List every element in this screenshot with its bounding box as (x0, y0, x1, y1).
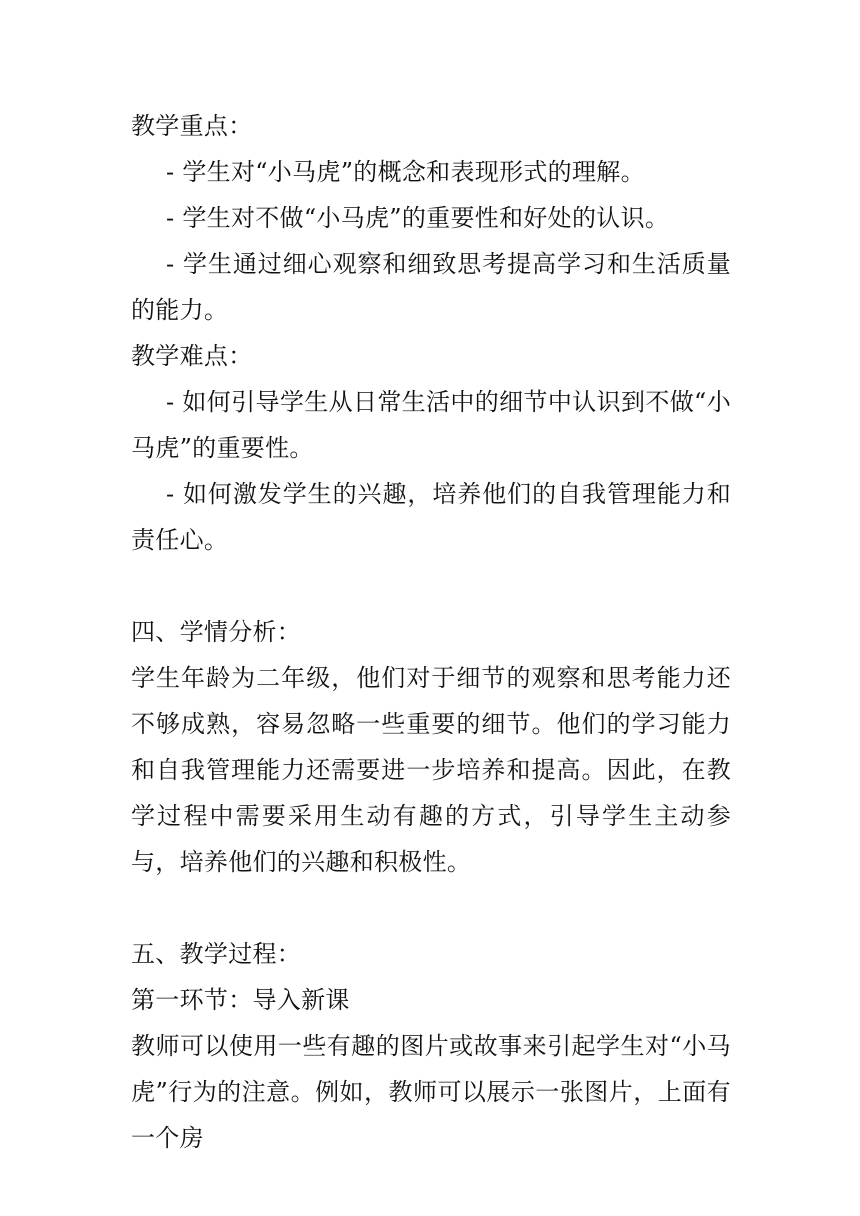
analysis-heading: 四、学情分析： (131, 618, 302, 646)
difficulty-item: - 如何激发学生的兴趣，培养他们的自我管理能力和责任心。 (131, 480, 731, 554)
key-points-heading: 教学重点： (131, 112, 253, 140)
paragraph-gap (131, 885, 731, 931)
section-one-heading: 第一环节：导入新课 (131, 986, 350, 1014)
difficulties-heading: 教学难点： (131, 342, 253, 370)
analysis-paragraph: 学生年龄为二年级，他们对于细节的观察和思考能力还不够成熟，容易忽略一些重要的细节。他们的学习能力和自我管理能力还需要进一步培养和提高。因此，在教学过程中需要采用生动有趣的方式，引导学生主动参与，培养他们的兴趣和积极性。 (131, 664, 731, 876)
key-point-item: - 学生通过细心观察和细致思考提高学习和生活质量的能力。 (131, 250, 731, 324)
key-point-item: - 学生对“小马虎”的概念和表现形式的理解。 (166, 158, 645, 186)
section-one-paragraph: 教师可以使用一些有趣的图片或故事来引起学生对“小马虎”行为的注意。例如，教师可以展示一张图片，上面有一个房 (131, 1032, 731, 1152)
paragraph-gap (131, 563, 731, 609)
difficulty-item: - 如何引导学生从日常生活中的细节中认识到不做“小马虎”的重要性。 (131, 388, 731, 462)
key-point-item: - 学生对不做“小马虎”的重要性和好处的认识。 (166, 204, 670, 232)
document-body (131, 103, 731, 1161)
process-heading: 五、教学过程： (131, 940, 302, 968)
